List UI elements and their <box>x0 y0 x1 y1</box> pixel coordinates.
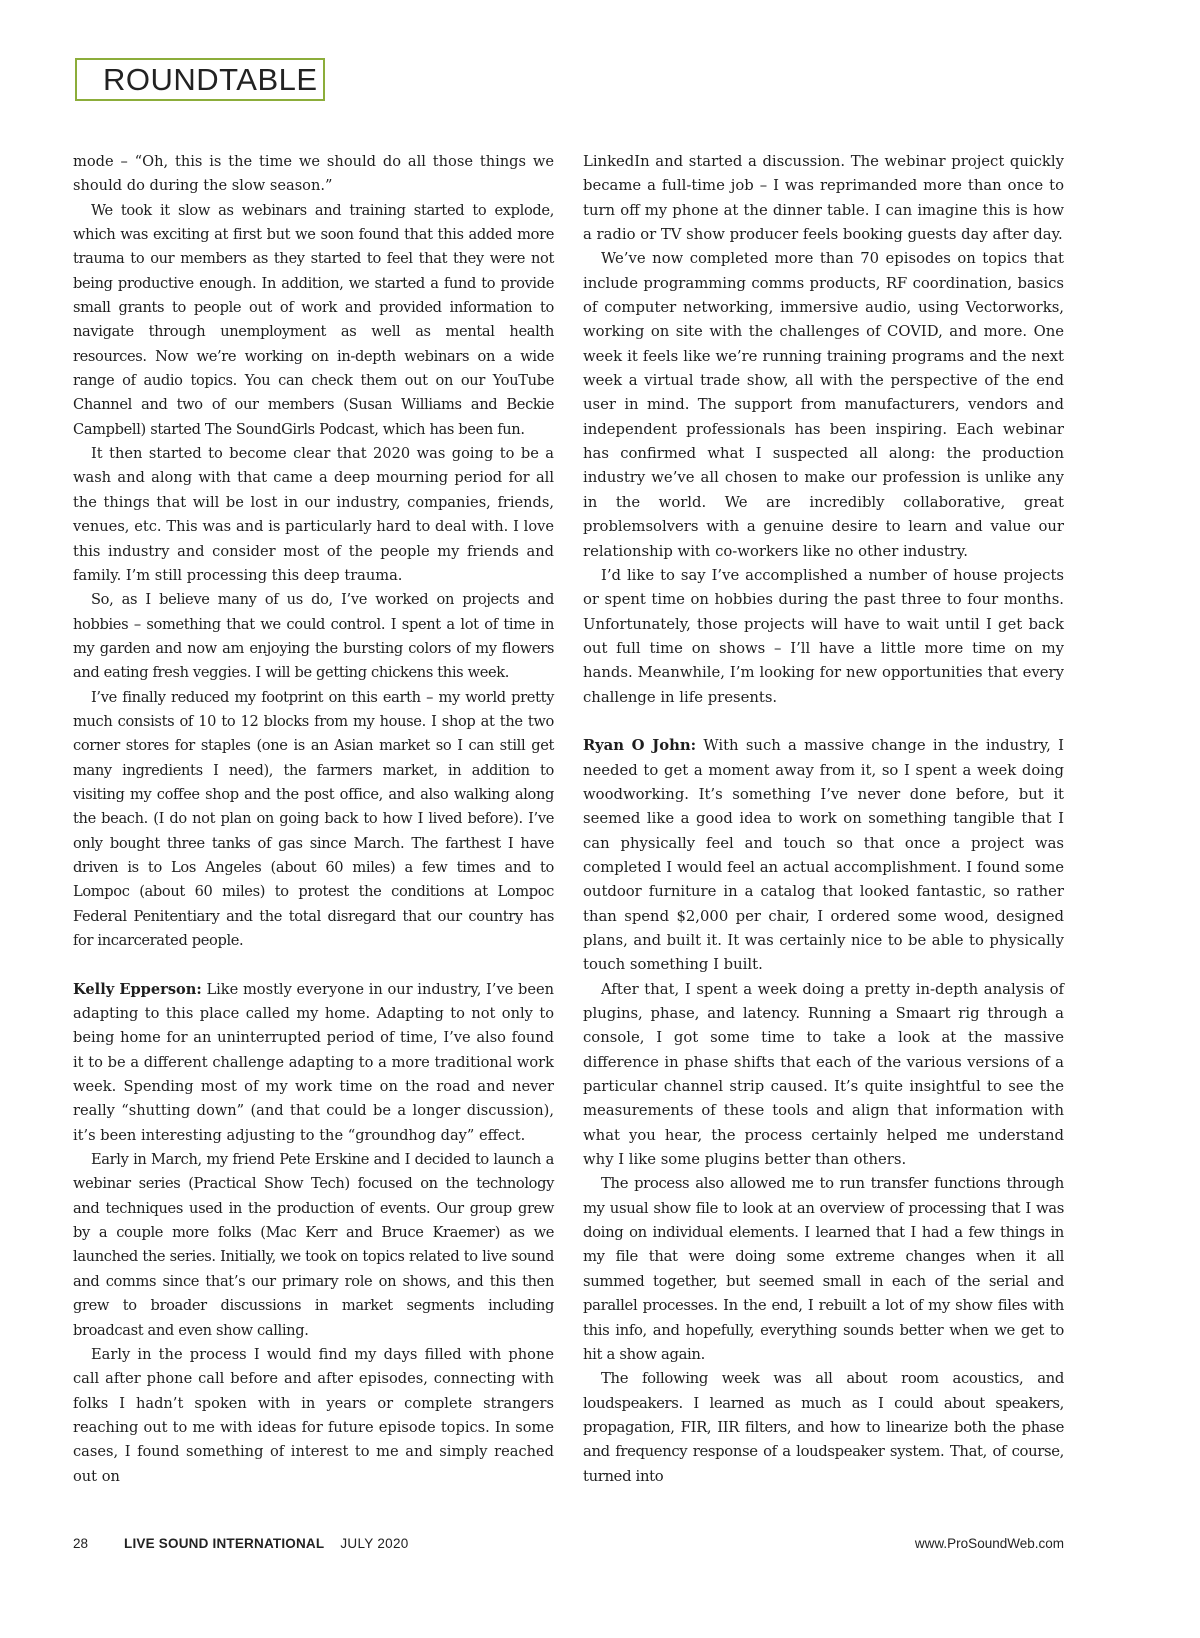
section-title: ROUNDTABLE <box>103 61 318 97</box>
paragraph: We took it slow as webinars and training started to explode, which was exciting at first but we soon found that this added more trauma to our members as they started to feel that they were not being productive enough. In addition, we started a fund to provide small grants to people out of work and provided information to navigate through unemployment as well as mental health resources. Now we’re working on in-depth webinars on a wide range of audio topics. You can check them out on our YouTube Channel and two of our members (Susan Williams and Beckie Campbell) started The SoundGirls Podcast, which has been fun. <box>73 201 554 438</box>
paragraph: We’ve now completed more than 70 episodes on topics that include programming comms products, RF coordination, basics of computer networking, immersive audio, using Vectorworks, working on site with the challenges of COVID, and more. One week it feels like we’re running training programs and the next week a virtual trade show, all with the perspective of the end user in mind. The support from manufacturers, vendors and independent professionals has been inspiring. Each webinar has confirmed what I suspected all along: the production industry we’ve all chosen to make our profession is unlike any in the world. We are incredibly collaborative, great problemsolvers with a genuine desire to learn and value our relationship with co-workers like no other industry. <box>583 250 1064 560</box>
page-footer <box>73 1536 1064 1551</box>
paragraph: I’ve finally reduced my footprint on this earth – my world pretty much consists of 10 to 12 blocks from my house. I shop at the two corner stores for staples (one is an Asian market so I can still get many ingredients I need), the farmers market, in addition to visiting my coffee shop and the post office, and also walking along the beach. (I do not plan on going back to how I lived before). I’ve only bought three tanks of gas since March. The farthest I have driven is to Los Angeles (about 60 miles) a few times and to Lompoc (about 60 miles) to protest the conditions at Lompoc Federal Penitentiary and the total disregard that our country has for incarcerated people. <box>73 688 554 949</box>
issue-date: JULY 2020 <box>340 1536 409 1551</box>
paragraph: So, as I believe many of us do, I’ve worked on projects and hobbies – something that we could control. I spent a lot of time in my garden and now am enjoying the bursting colors of my flowers and eating fresh veggies. I will be getting chickens this week. <box>73 591 554 682</box>
paragraph: LinkedIn and started a discussion. The webinar project quickly became a full-time job – I was reprimanded more than once to turn off my phone at the dinner table. I can imagine this is how a radio or TV show producer feels booking guests day after day. <box>583 153 1064 244</box>
paragraph: Early in the process I would find my days filled with phone call after phone call before and after episodes, connecting with folks I hadn’t spoken with in years or complete strangers reaching out to me with ideas for future episode topics. In some cases, I found something of interest to me and simply reached out on <box>73 1345 554 1485</box>
article-column-right <box>583 150 1064 1489</box>
paragraph: It then started to become clear that 2020 was going to be a wash and along with that came a deep mourning period for all the things that will be lost in our industry, companies, friends, venues, etc. This was and is particularly hard to deal with. I love this industry and consider most of the people my friends and family. I’m still processing this deep trauma. <box>73 445 554 584</box>
paragraph: Early in March, my friend Pete Erskine and I decided to launch a webinar series (Practical Show Tech) focused on the technology and techniques used in the production of events. Our group grew by a couple more folks (Mac Kerr and Bruce Kraemer) as we launched the series. Initially, we took on topics related to live sound and comms since that’s our primary role on shows, and this then grew to broader discussions in market segments including broadcast and even show calling. <box>73 1151 554 1339</box>
speaker-paragraph <box>73 978 554 1148</box>
paragraph: The following week was all about room acoustics, and loudspeakers. I learned as much as I could about speakers, propagation, FIR, IIR filters, and how to linearize both the phase and frequency response of a loudspeaker system. That, of course, turned into <box>583 1370 1064 1485</box>
section-header-roundtable <box>75 58 325 101</box>
website-link[interactable]: www.ProSoundWeb.com <box>914 1536 1064 1551</box>
page-number: 28 <box>73 1536 89 1551</box>
speaker-name: Ryan O John: <box>583 737 697 755</box>
speaker-text: With such a massive change in the industry, I needed to get a moment away from it, so I spent a week doing woodworking. It’s something I’ve never done before, but it seemed like a good idea to work on something tangible that I can physically feel and touch so that once a project was completed I would feel an actual accomplishment. I found some outdoor furniture in a catalog that looked fantastic, so rather than spend $2,000 per chair, I ordered some wood, designed plans, and built it. It was certainly nice to be able to physically touch something I built. <box>583 737 1064 974</box>
article-column-left <box>73 150 554 1489</box>
magazine-name: LIVE SOUND INTERNATIONAL <box>124 1536 325 1551</box>
paragraph: The process also allowed me to run transfer functions through my usual show file to look at an overview of processing that I was doing on individual elements. I learned that I had a few things in my file that were doing some extreme changes when it all summed together, but seemed small in each of the serial and parallel processes. In the end, I rebuilt a lot of my show files with this info, and hopefully, everything sounds better when we get to hit a show again. <box>583 1175 1064 1363</box>
paragraph: I’d like to say I’ve accomplished a number of house projects or spent time on hobbies during the past three to four months. Unfortunately, those projects will have to wait until I get back out full time on shows – I’ll have a little more time on my hands. Meanwhile, I’m looking for new opportunities that every challenge in life presents. <box>583 566 1064 706</box>
speaker-text: Like mostly everyone in our industry, I’ve been adapting to this place called my home. Adapting to not only to being home for an uninterrupted period of time, I’ve also found it to be a different challenge adapting to a more traditional work week. Spending most of my work time on the road and never really “shutting down” (and that could be a longer discussion), it’s been interesting adjusting to the “groundhog day” effect. <box>73 980 554 1144</box>
speaker-name: Kelly Epperson: <box>73 980 202 998</box>
paragraph: After that, I spent a week doing a pretty in-depth analysis of plugins, phase, and latency. Running a Smaart rig through a console, I got some time to take a look at the massive difference in phase shifts that each of the various versions of a particular channel strip caused. It’s quite insightful to see the measurements of these tools and align that information with what you hear, the process certainly helped me understand why I like some plugins better than others. <box>583 980 1064 1169</box>
speaker-paragraph <box>583 734 1064 977</box>
paragraph: mode – “Oh, this is the time we should do all those things we should do during the slow season.” <box>73 153 554 195</box>
